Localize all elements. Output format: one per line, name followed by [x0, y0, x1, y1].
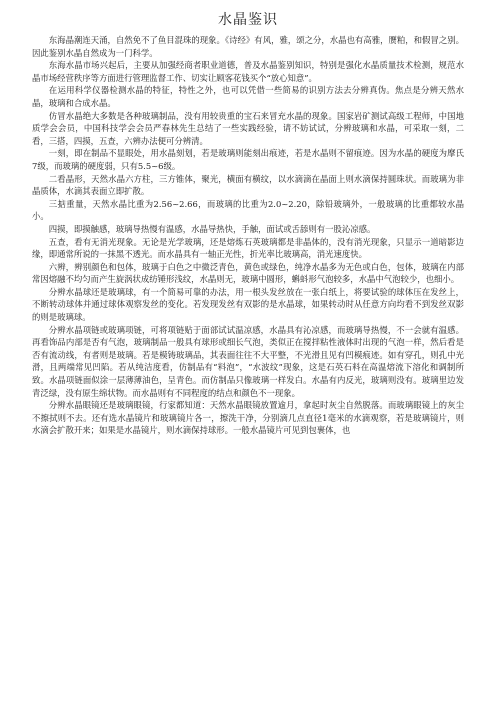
paragraph-scratch: 一刻，即在制品不显眼处，用水晶刻划，若是玻璃则能刻出痕迹，若是水晶则不留痕迹。因为水晶的硬度为摩氏7级，而玻璃的硬度弱，只有5.5~6级。 — [32, 148, 464, 171]
paragraph-ball-test: 分辨水晶球还是玻璃球，有一个简易可靠的办法，用一根头发丝放在一张白纸上，将要试验的球体压在发丝上，不断转动球体并通过球体观察发丝的变化。若发现发丝有双影的是水晶球，如果转动时从任意方向均看不到发丝双影的则是玻璃球。 — [32, 286, 464, 323]
paragraph-weight: 三掂重量，天然水晶比重为2.56~2.66，而玻璃的比重为2.0~2.20，除铅玻璃外，一般玻璃的比重都较水晶小。 — [32, 198, 464, 222]
paragraph-expert: 仿冒水晶绝大多数是各种玻璃制品，没有用较贵重的宝石来冒充水晶的现象。国家岩矿测试高级工程师，中国地质学会会员，中国科技学会会员严春林先生总结了一些实践经验，请不妨试试，分辨玻璃和水晶，可采取一刻，二看，三搭，四摸，五查，六辨办法便可分辨清。 — [32, 110, 464, 146]
document-title: 水晶鉴识 — [218, 12, 278, 28]
paragraph-glasses: 分辨水晶眼镜还是玻璃眼镜，行家都知道：天然水晶眼镜放置逾月，拿起时灰尘自然脱落。而玻璃眼镜上的灰尘不擦拭则不去。还有选水晶镜片和玻璃镜片各一，擦洗干净，分别滴几点直径1毫米的水滴观察，若是玻璃镜片，则水滴会扩散开来；如果是水晶镜片，则水滴保持球形。一般水晶镜片可见到包裹体，也 — [32, 400, 464, 436]
paragraph-intro: 东海晶潮连天涌，自然免不了鱼目混珠的现象。《诗经》有风，雅，颂之分，水晶也有高雅，赝粕，和假冒之别。因此鉴别水晶自然成为一门科学。 — [32, 35, 464, 58]
paragraph-extinction: 五查，看有无消光现象。无论是光学玻璃，还是熔炼石英玻璃都是非晶体的，没有消光现象，只显示一道暗影边缘，即通常所说的一抹黑不透光。而水晶具有一轴正光性，折光率比玻璃高，消光速度快。 — [32, 236, 464, 260]
paragraph-methods: 在运用科学仪器检测水晶的特征，特性之外，也可以凭借一些简易的识别方法去分辨真伪。焦点是分辨天然水晶，玻璃和合成水晶。 — [32, 85, 464, 108]
paragraph-necklace: 分辨水晶项链或玻璃项链，可将项链贴于面部试试温凉感，水晶具有沁凉感，而玻璃导热慢，不一会就有温感。再看饰品内部是否有气泡，玻璃制品一般具有球形或细长气泡，类似正在搅拌粘性液体时出现的气泡一样，然后看是否有流动线，有者则是玻璃。若是模铸玻璃品，其表面往往不大平整，不光滑且见有凹模痕迹。如有穿孔，则孔中光滑，且两端常见凹陷。若从纯洁度看，仿制品有“料泡”，“水波纹”现象，这是石英石料在高温熔流下溶化和调制所致。水晶项链面似涂一层薄薄油色，呈青色。而仿制品只像玻璃一样发白。水晶有内反光，玻璃则没有。玻璃里边发青泛绿，没有原生绵状物。而水晶则有不同程度的结点和颜色不一现象。 — [32, 324, 464, 398]
paragraph-color-inclusions: 六辨，辨别颜色和包体，玻璃于白色之中微泛青色，黄色或绿色，纯净水晶多为无色或白色，包体，玻璃在内部常因熔融不均匀而产生旋涡状成纺锤形浅纹，水晶则无，玻璃中圆形，蝌蚪形气泡较多，水晶中气泡较少，也细小。 — [32, 261, 464, 285]
paragraph-touch: 四摸，即摸触感，玻璃导热慢有温感，水晶导热快，手触，面试或舌舔则有一股沁凉感。 — [48, 223, 376, 234]
paragraph-crystal-form: 二看晶形，天然水晶六方柱，三方锥体，聚光，横面有横纹，以水滴滴在晶面上则水滴保持圆珠状。而玻璃为非晶质体，水滴其表面立即扩散。 — [32, 173, 464, 197]
paragraph-market: 东海水晶市场兴起后，主要从加强经商者职业道德，普及水晶鉴别知识，特别是强化水晶质量技术检测，规范水晶市场经营秩序等方面进行管理监督工作、切实让顾客花钱买个“放心知意”。 — [32, 60, 464, 83]
document-body — [32, 34, 464, 437]
